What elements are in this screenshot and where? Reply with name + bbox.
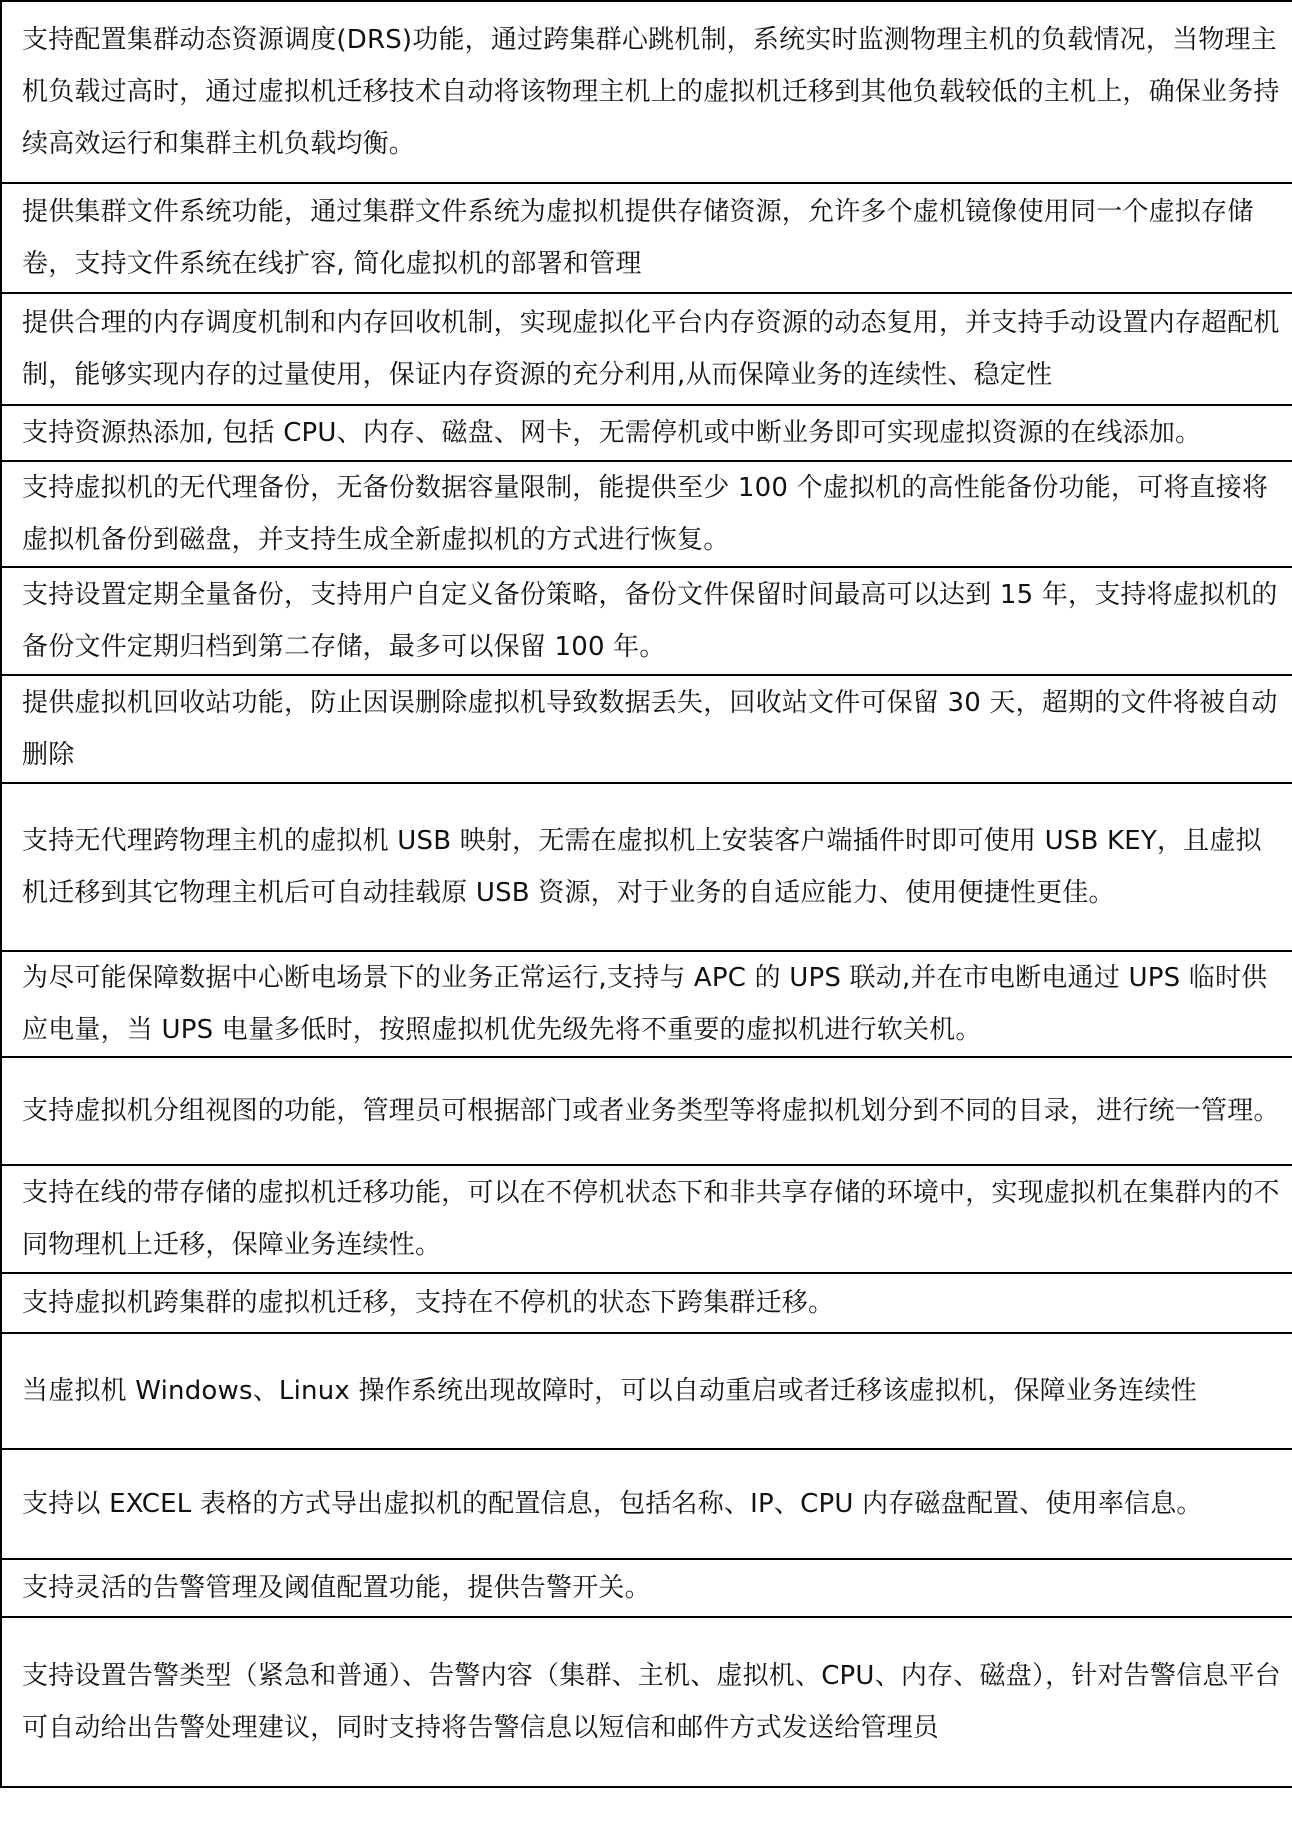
table-row (0, 462, 1292, 568)
table-row (0, 1274, 1292, 1334)
table-row (0, 1618, 1292, 1788)
row-text: 支持灵活的告警管理及阈值配置功能，提供告警开关。 (22, 1573, 651, 1603)
table-row (0, 406, 1292, 462)
table-row (0, 1560, 1292, 1618)
row-text: 提供集群文件系统功能，通过集群文件系统为虚拟机提供存储资源，允许多个虚机镜像使用同一个虚拟存储卷，支持文件系统在线扩容, 简化虚拟机的部署和管理 (22, 197, 1254, 279)
row-text: 支持设置定期全量备份，支持用户自定义备份策略，备份文件保留时间最高可以达到 15 年，支持将虚拟机的备份文件定期归档到第二存储，最多可以保留 100 年。 (22, 580, 1278, 662)
table-row (0, 184, 1292, 294)
table-row (0, 676, 1292, 784)
row-text: 支持虚拟机分组视图的功能，管理员可根据部门或者业务类型等将虚拟机划分到不同的目录，进行统一管理。 (22, 1096, 1280, 1126)
table-row (0, 568, 1292, 676)
row-text: 支持配置集群动态资源调度(DRS)功能，通过跨集群心跳机制，系统实时监测物理主机的负载情况，当物理主机负载过高时，通过虚拟机迁移技术自动将该物理主机上的虚拟机迁移到其他负载较低的主机上，确保业务持续高效运行和集群主机负载均衡。 (22, 25, 1280, 159)
row-text: 当虚拟机 Windows、Linux 操作系统出现故障时，可以自动重启或者迁移该虚拟机，保障业务连续性 (22, 1376, 1197, 1406)
table-row (0, 1058, 1292, 1166)
row-text: 支持无代理跨物理主机的虚拟机 USB 映射，无需在虚拟机上安装客户端插件时即可使用 USB KEY，且虚拟机迁移到其它物理主机后可自动挂载原 USB 资源，对于业务的自适应能力、使用便捷性更佳。 (22, 826, 1262, 908)
table-row (0, 1450, 1292, 1560)
row-text: 支持设置告警类型（紧急和普通）、告警内容（集群、主机、虚拟机、CPU、内存、磁盘），针对告警信息平台可自动给出告警处理建议，同时支持将告警信息以短信和邮件方式发送给管理员 (22, 1661, 1281, 1743)
table-row (0, 784, 1292, 952)
table-row (0, 2, 1292, 184)
row-text: 支持资源热添加, 包括 CPU、内存、磁盘、网卡，无需停机或中断业务即可实现虚拟资源的在线添加。 (22, 418, 1202, 448)
row-text: 支持在线的带存储的虚拟机迁移功能，可以在不停机状态下和非共享存储的环境中，实现虚拟机在集群内的不同物理机上迁移，保障业务连续性。 (22, 1178, 1280, 1260)
row-text: 提供合理的内存调度机制和内存回收机制，实现虚拟化平台内存资源的动态复用，并支持手动设置内存超配机制，能够实现内存的过量使用，保证内存资源的充分利用,从而保障业务的连续性、稳定性 (22, 308, 1280, 390)
table-row (0, 294, 1292, 406)
table-row (0, 1334, 1292, 1450)
row-text: 为尽可能保障数据中心断电场景下的业务正常运行,支持与 APC 的 UPS 联动,并在市电断电通过 UPS 临时供应电量，当 UPS 电量多低时，按照虚拟机优先级先将不重要的虚拟机进行软关机。 (22, 963, 1268, 1045)
table-row (0, 952, 1292, 1058)
row-text: 支持以 EXCEL 表格的方式导出虚拟机的配置信息，包括名称、IP、CPU 内存磁盘配置、使用率信息。 (22, 1489, 1203, 1519)
table-row (0, 1166, 1292, 1274)
row-text: 支持虚拟机跨集群的虚拟机迁移，支持在不停机的状态下跨集群迁移。 (22, 1288, 835, 1318)
row-text: 提供虚拟机回收站功能，防止因误删除虚拟机导致数据丢失，回收站文件可保留 30 天，超期的文件将被自动删除 (22, 688, 1278, 770)
row-text: 支持虚拟机的无代理备份，无备份数据容量限制，能提供至少 100 个虚拟机的高性能备份功能，可将直接将虚拟机备份到磁盘，并支持生成全新虚拟机的方式进行恢复。 (22, 473, 1269, 555)
